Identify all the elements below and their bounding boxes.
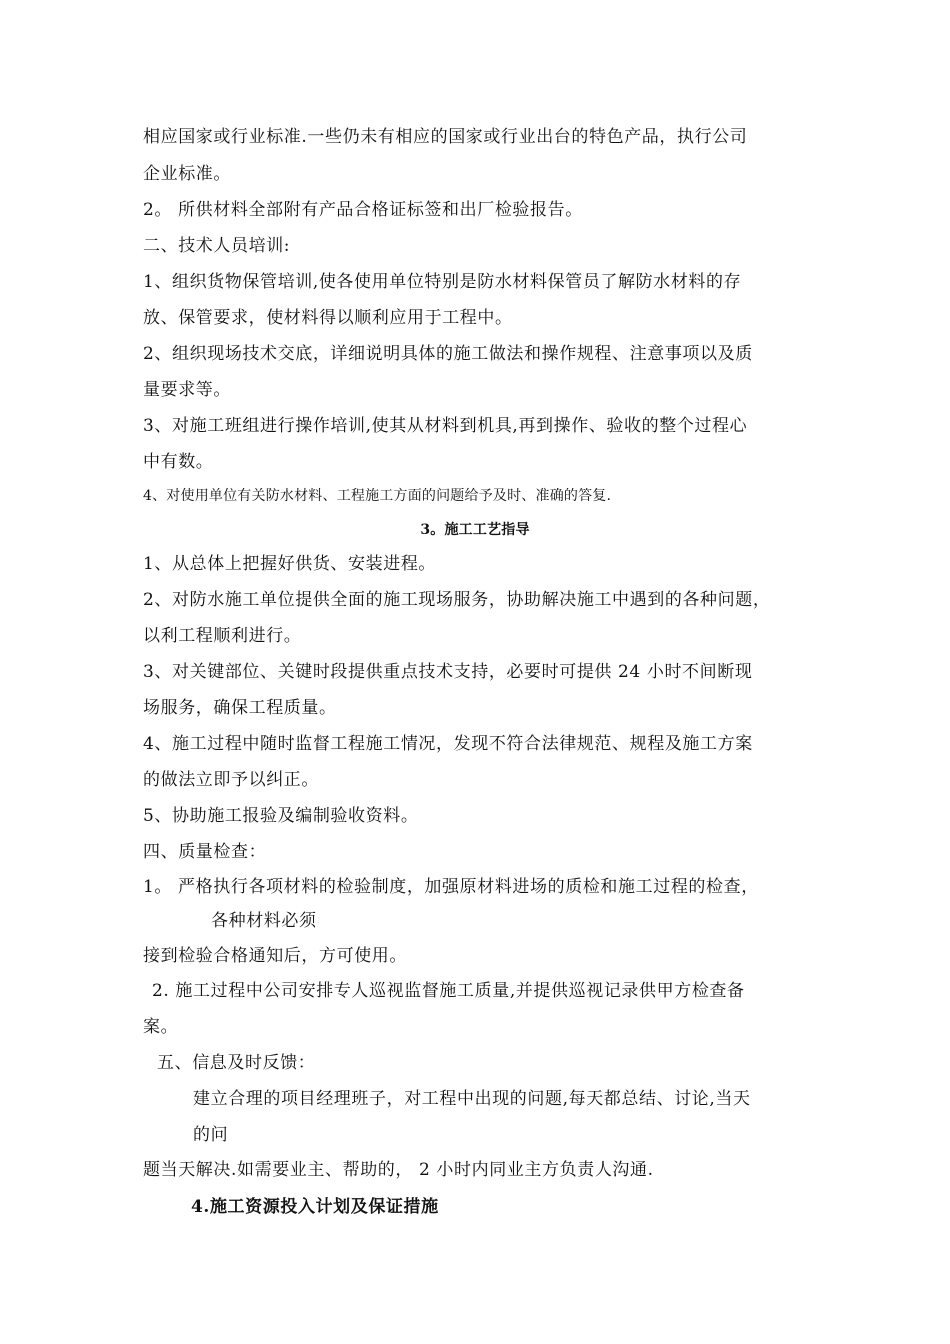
text-line: 2. 施工过程中公司安排专人巡视监督施工质量,并提供巡视记录供甲方检查备: [152, 981, 745, 1001]
text-line: 量要求等。: [143, 380, 231, 400]
text-line: 场服务，确保工程质量。: [143, 698, 337, 718]
text-line: 1、组织货物保管培训,使各使用单位特别是防水材料保管员了解防水材料的存: [143, 272, 742, 292]
section-heading: 五、信息及时反馈：: [157, 1053, 316, 1073]
section-heading: 3。施工工艺指导: [420, 522, 530, 538]
text-line: 题当天解决.如需要业主、帮助的， 2 小时内同业主方负责人沟通.: [143, 1160, 654, 1180]
text-line: 3、对关键部位、关键时段提供重点技术支持，必要时可提供 24 小时不间断现: [143, 662, 753, 682]
text-line: 中有数。: [143, 452, 214, 472]
text-line: 各种材料必须: [211, 911, 317, 931]
text-line: 企业标准。: [143, 164, 231, 184]
text-line: 4、施工过程中随时监督工程施工情况，发现不符合法律规范、规程及施工方案: [143, 734, 753, 754]
text-line: 放、保管要求，使材料得以顺利应用于工程中。: [143, 308, 513, 328]
text-line: 以利工程顺利进行。: [143, 626, 302, 646]
section-heading: 四、质量检查：: [143, 842, 267, 862]
text-line: 2、对防水施工单位提供全面的施工现场服务，协助解决施工中遇到的各种问题，: [143, 590, 771, 610]
text-line: 相应国家或行业标准.一些仍未有相应的国家或行业出台的特色产品，执行公司: [143, 127, 748, 147]
text-line: 5、协助施工报验及编制验收资料。: [143, 806, 419, 826]
text-line: 1。 严格执行各项材料的检验制度，加强原材料进场的质检和施工过程的检查，: [143, 877, 759, 897]
section-heading: 二、技术人员培训:: [143, 236, 291, 256]
text-line: 1、从总体上把握好供货、安装进程。: [143, 554, 437, 574]
section-heading: 4.施工资源投入计划及保证措施: [191, 1197, 439, 1217]
text-line: 接到检验合格通知后，方可使用。: [143, 946, 407, 966]
text-line: 4、对使用单位有关防水材料、工程施工方面的问题给予及时、准确的答复.: [143, 488, 612, 504]
text-line: 建立合理的项目经理班子，对工程中出现的问题,每天都总结、讨论,当天: [193, 1089, 751, 1109]
text-line: 2、组织现场技术交底，详细说明具体的施工做法和操作规程、注意事项以及质: [143, 344, 753, 364]
text-line: 2。 所供材料全部附有产品合格证标签和出厂检验报告。: [143, 200, 583, 220]
text-line: 案。: [143, 1017, 179, 1037]
text-line: 的做法立即予以纠正。: [143, 770, 319, 790]
text-line: 3、对施工班组进行操作培训,使其从材料到机具,再到操作、验收的整个过程心: [143, 416, 748, 436]
text-line: 的问: [193, 1125, 229, 1145]
